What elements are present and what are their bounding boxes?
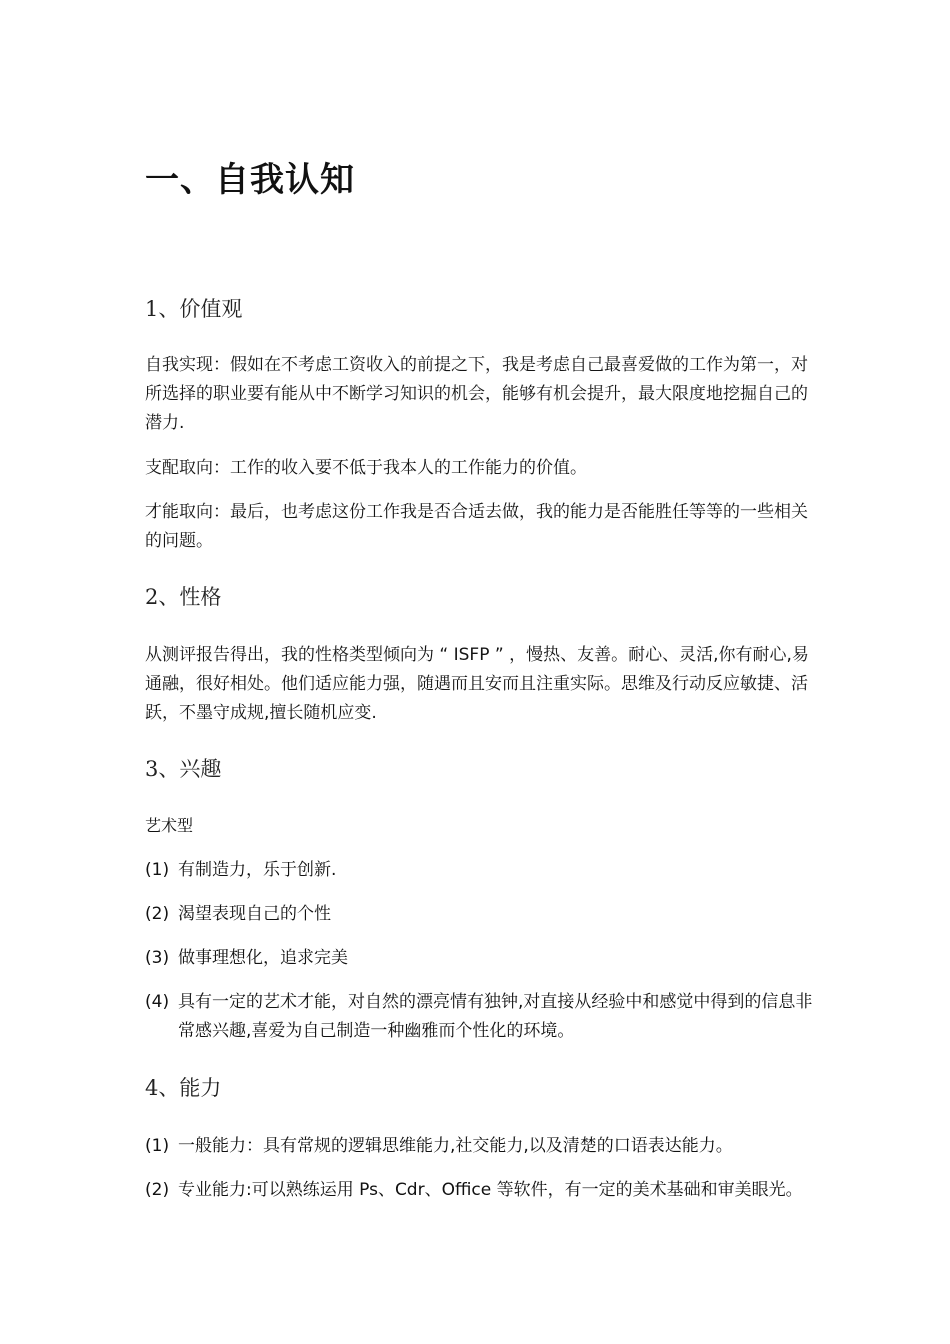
list-item-text: 做事理想化，追求完美	[178, 948, 348, 968]
page-title: 一、自我认知	[145, 160, 355, 200]
section-heading-personality: 2、性格	[145, 585, 222, 609]
paragraph-personality: 从测评报告得出，我的性格类型倾向为 “ ISFP ” ，慢热、友善。耐心、灵活,你有耐心,易通融，很好相处。他们适应能力强，随遇而且安而且注重实际。思维及行动反应敏捷、活跃，不墨守成规,擅长随机应变.	[145, 645, 809, 723]
list-item-text: 有制造力，乐于创新.	[178, 860, 337, 880]
list-item-number: (4)	[145, 992, 170, 1012]
list-item	[145, 944, 815, 973]
paragraph-ability-orientation: 才能取向：最后，也考虑这份工作我是否合适去做，我的能力是否能胜任等等的一些相关的问题。	[145, 502, 808, 551]
section-heading-values: 1、价值观	[145, 297, 243, 321]
section-heading-interests: 3、兴趣	[145, 757, 222, 781]
list-item	[145, 988, 815, 1046]
list-item	[145, 856, 815, 885]
list-item	[145, 900, 815, 929]
paragraph-self-actualization: 自我实现：假如在不考虑工资收入的前提之下，我是考虑自己最喜爱做的工作为第一，对所选择的职业要有能从中不断学习知识的机会，能够有机会提升，最大限度地挖掘自己的潜力.	[145, 355, 808, 433]
paragraph-dominance: 支配取向：工作的收入要不低于我本人的工作能力的价值。	[145, 458, 587, 478]
section-heading-abilities: 4、能力	[145, 1076, 222, 1100]
list-item-text: 具有一定的艺术才能，对自然的漂亮情有独钟,对直接从经验中和感觉中得到的信息非常感兴趣,喜爱为自己制造一种幽雅而个性化的环境。	[178, 992, 813, 1041]
list-item-text: 一般能力：具有常规的逻辑思维能力,社交能力,以及清楚的口语表达能力。	[178, 1136, 733, 1156]
list-item-text: 专业能力:可以熟练运用 Ps、Cdr、Office 等软件，有一定的美术基础和审美眼光。	[178, 1180, 803, 1200]
list-item-number: (2)	[145, 1180, 170, 1200]
list-item-number: (2)	[145, 904, 170, 924]
list-item	[145, 1176, 815, 1205]
list-item	[145, 1132, 815, 1161]
list-item-number: (3)	[145, 948, 170, 968]
list-item-number: (1)	[145, 860, 170, 880]
list-item-number: (1)	[145, 1136, 170, 1156]
interest-type-label: 艺术型	[145, 816, 194, 835]
list-item-text: 渴望表现自己的个性	[178, 904, 331, 924]
